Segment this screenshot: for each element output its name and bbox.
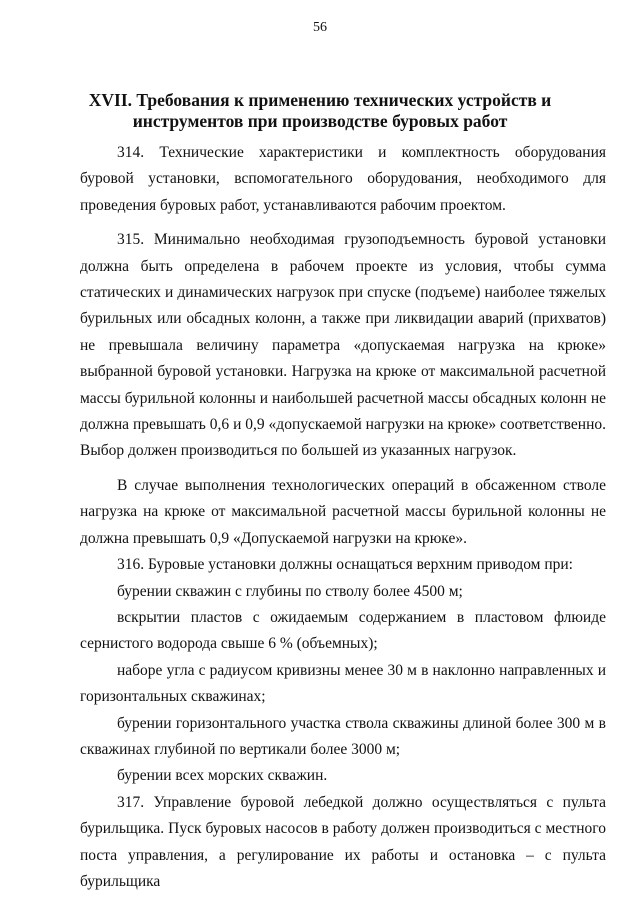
list-item: бурении скважин с глубины по стволу более 4500 м; — [117, 582, 463, 600]
section-heading-line-1: XVII. Требования к применению технических устройств и — [88, 90, 552, 110]
list-item: бурении горизонтального участка ствола скважины длиной более 300 м в скважинах глубиной по вертикали более 3000 м; — [80, 714, 606, 758]
section-heading — [70, 90, 570, 132]
list-item: наборе угла с радиусом кривизны менее 30 м в наклонно направленных и горизонтальных скважинах; — [80, 661, 606, 706]
page-number: 56 — [313, 20, 327, 35]
paragraph-314: 314. Технические характеристики и комплектность оборудования буровой установки, вспомогательного оборудования, необходимого для проведения буровых работ, устанавливаются рабочим проектом. — [80, 144, 606, 214]
list-item: вскрытии пластов с ожидаемым содержанием в пластовом флюиде сернистого водорода свыше 6 % (объемных); — [80, 608, 606, 653]
document-body — [80, 140, 606, 895]
paragraph-317: 317. Управление буровой лебедкой должно осуществляться с пульта бурильщика. Пуск буровых насосов в работу должен производиться с местного поста управления, а регулирование их работы и остановка – с пульта бурильщика — [80, 793, 606, 890]
paragraph-315: 315. Минимально необходимая грузоподъемность буровой установки должна быть определена в рабочем проекте из условия, чтобы сумма статических и динамических нагрузок при спуске (подъеме) наиболее тяжелых бурильных или обсадных колонн, а также при ликвидации аварий (прихватов) не превышала величину параметра «допускаемая нагрузка на крюке» выбранной буровой установки. Нагрузка на крюке от максимальной расчетной массы бурильной колонны и наибольшей расчетной массы обсадных колонн не должна превышать 0,6 и 0,9 «допускаемой нагрузки на крюке» соответственно. Выбор должен производиться по большей из указанных нагрузок. — [80, 231, 606, 460]
paragraph-315-cont: В случае выполнения технологических операций в обсаженном стволе нагрузка на крюке от максимальной расчетной массы бурильной колонны не должна превышать 0,9 «Допускаемой нагрузки на крюке». — [80, 476, 606, 547]
list-item: бурении всех морских скважин. — [117, 767, 328, 785]
section-heading-line-2: инструментов при производстве буровых работ — [132, 111, 508, 131]
paragraph-316: 316. Буровые установки должны оснащаться верхним приводом при: — [117, 556, 573, 574]
